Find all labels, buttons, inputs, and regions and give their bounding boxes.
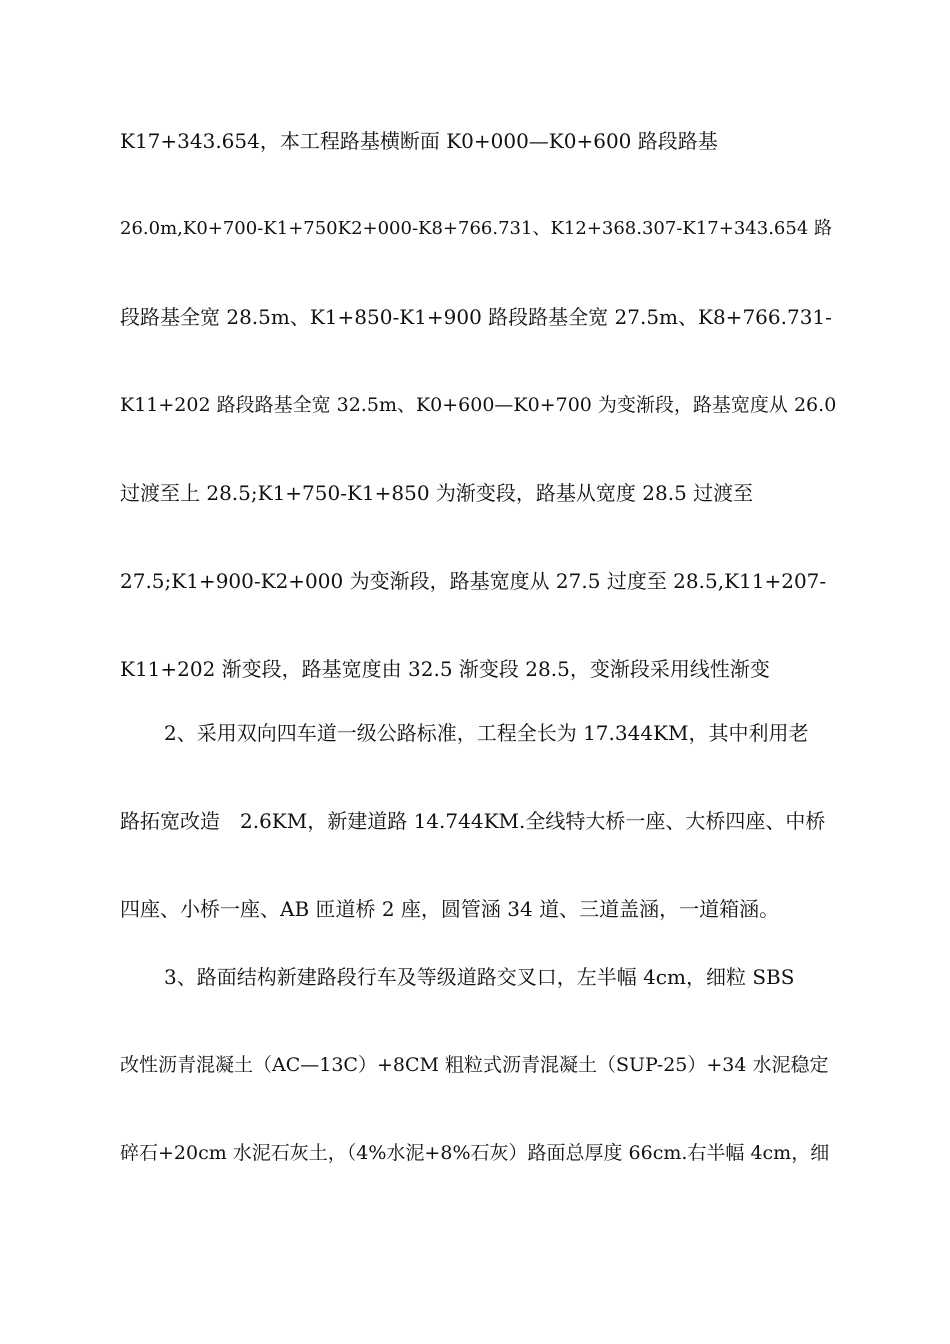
- text-line: K17+343.654，本工程路基横断面 K0+000—K0+600 路段路基: [120, 129, 718, 153]
- text-line: 段路基全宽 28.5m、K1+850-K1+900 路段路基全宽 27.5m、K8+766.731-: [120, 305, 832, 329]
- text-line: K11+202 路段路基全宽 32.5m、K0+600—K0+700 为变渐段，路基宽度从 26.0: [120, 394, 836, 416]
- text-line: 改性沥青混凝土（AC—13C）+8CM 粗粒式沥青混凝土（SUP-25）+34 水泥稳定: [120, 1054, 829, 1076]
- text-line: 过渡至上 28.5;K1+750-K1+850 为渐变段，路基从宽度 28.5 过渡至: [120, 481, 754, 505]
- text-line: 27.5;K1+900-K2+000 为变渐段，路基宽度从 27.5 过度至 28.5,K11+207-: [120, 569, 827, 593]
- text-line: 四座、小桥一座、AB 匝道桥 2 座，圆管涵 34 道、三道盖涵，一道箱涵。: [120, 897, 780, 921]
- paragraph-2-line: 2、采用双向四车道一级公路标准，工程全长为 17.344KM，其中利用老: [164, 721, 809, 745]
- text-line: 26.0m,K0+700-K1+750K2+000-K8+766.731、K12+368.307-K17+343.654 路: [120, 218, 833, 239]
- paragraph-3-line: 3、路面结构新建路段行车及等级道路交叉口，左半幅 4cm，细粒 SBS: [164, 965, 795, 989]
- text-line: 路拓宽改造 2.6KM，新建道路 14.744KM.全线特大桥一座、大桥四座、中桥: [120, 809, 826, 833]
- text-line: K11+202 渐变段，路基宽度由 32.5 渐变段 28.5，变渐段采用线性渐变: [120, 657, 770, 681]
- text-line: 碎石+20cm 水泥石灰土，（4%水泥+8%石灰）路面总厚度 66cm.右半幅 4cm，细: [120, 1142, 830, 1164]
